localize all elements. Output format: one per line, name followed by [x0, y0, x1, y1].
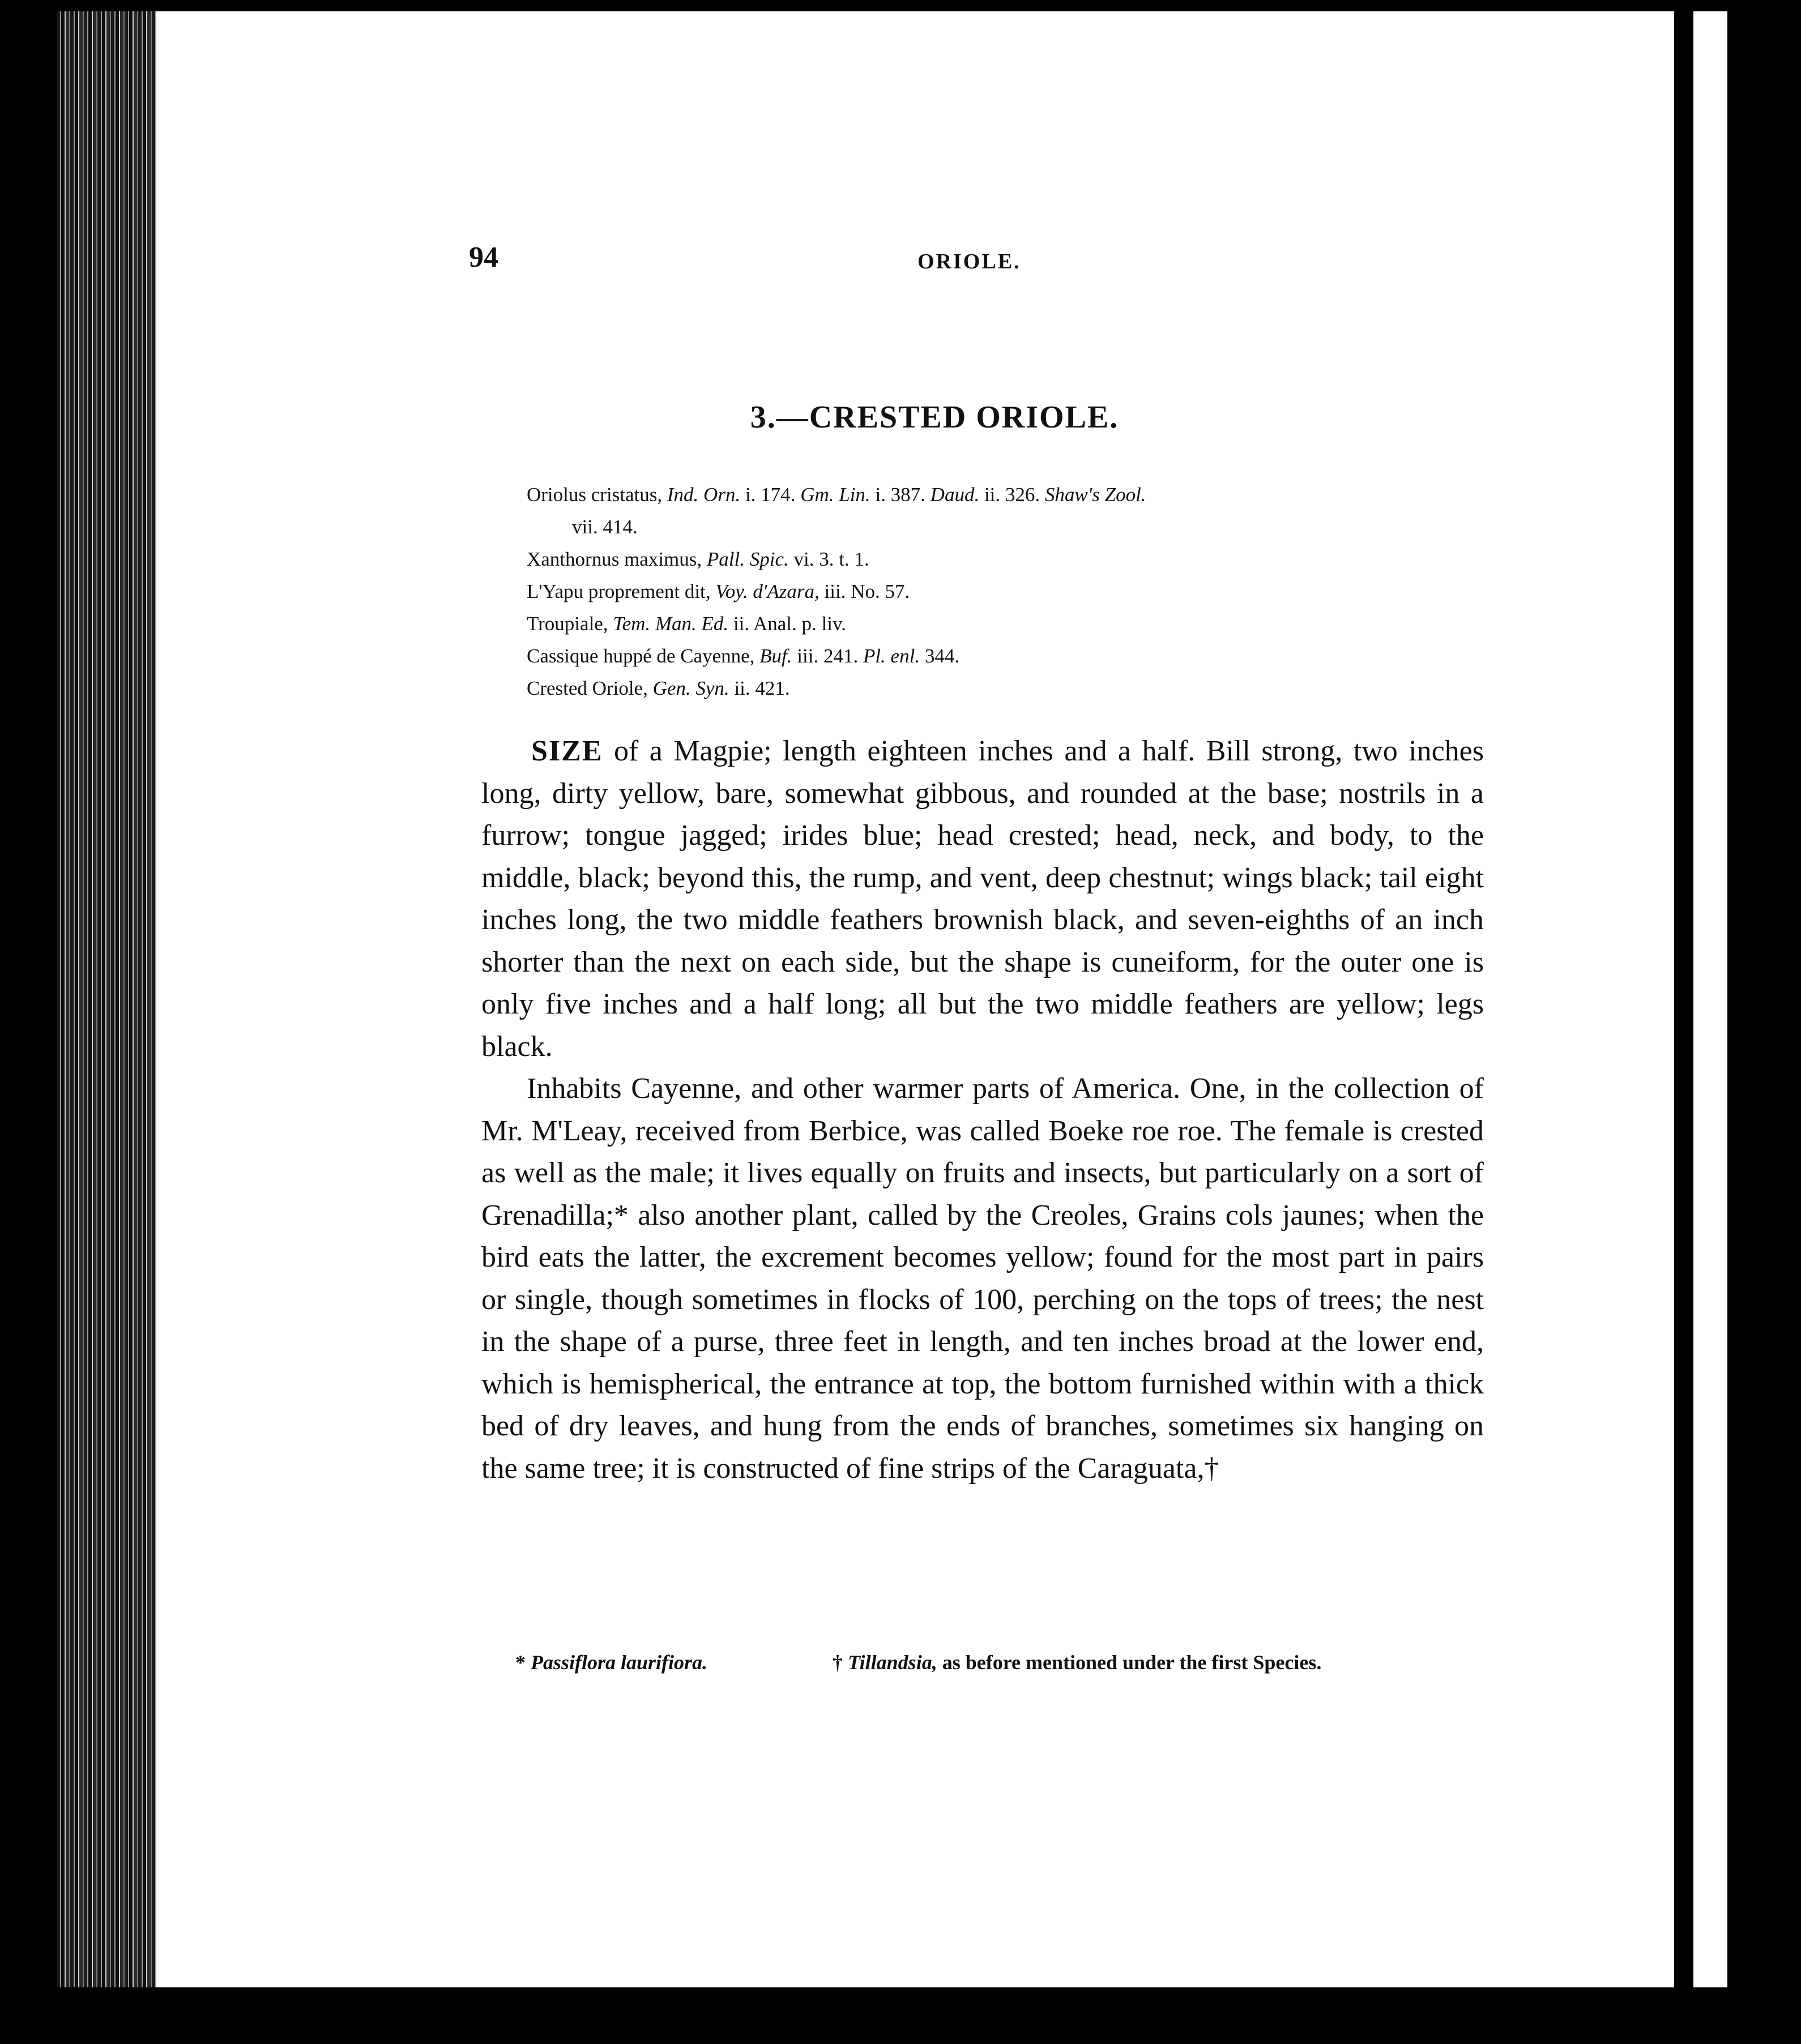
- lead-word: SIZE: [531, 735, 603, 767]
- running-head: ORIOLE.: [917, 250, 1021, 273]
- habitat-paragraph: Inhabits Cayenne, and other warmer parts of America. One, in the collection of Mr. M'Leay, received from Berbice, was called Boeke roe roe. The female is crested as well as the male; it lives equally on fruits and insects, but particularly on a sort of Grenadilla;* also another plant, called by the Creoles, Grains cols jaunes; when the bird eats the latter, the excrement becomes yellow; found for the most part in pairs or single, though sometimes in flocks of 100, perching on the tops of trees; the nest in the shape of a purse, three feet in length, and ten inches broad at the lower end, which is hemispherical, the entrance at top, the bottom furnished within with a thick bed of dry leaves, and hung from the ends of branches, sometimes six hanging on the same tree; it is constructed of fine strips of the Caraguata,†: [481, 1072, 1484, 1485]
- scan-gutter: [1674, 0, 1693, 2044]
- species-title: 3.—CRESTED ORIOLE.: [750, 400, 1119, 435]
- synonymy-line: Xanthornus maximus, Pall. Spic. vi. 3. t. 1.: [527, 548, 869, 570]
- synonymy-line: L'Yapu proprement dit, Voy. d'Azara, iii. No. 57.: [527, 580, 910, 602]
- synonymy-line: Cassique huppé de Cayenne, Buf. iii. 241. Pl. enl. 344.: [527, 645, 960, 667]
- page-number: 94: [469, 241, 498, 273]
- facing-page-edge: [1693, 11, 1727, 1987]
- description-paragraph: SIZE of a Magpie; length eighteen inches and a half. Bill strong, two inches long, dirty yellow, bare, somewhat gibbous, and rounded at the base; nostrils in a furrow; tongue jagged; irides blue; head crested; head, neck, and body, to the middle, black; beyond this, the rump, and vent, deep chestnut; wings black; tail eight inches long, the two middle feathers brownish black, and seven-eighths of an inch shorter than the next on each side, but the shape is cuneiform, for the outer one is only five inches and a half long; all but the two middle feathers are yellow; legs black.: [481, 735, 1484, 1063]
- synonymy-list: [527, 478, 1444, 704]
- synonymy-line: Crested Oriole, Gen. Syn. ii. 421.: [527, 677, 790, 699]
- synonymy-line: Oriolus cristatus, Ind. Orn. i. 174. Gm. Lin. i. 387. Daud. ii. 326. Shaw's Zool.: [527, 484, 1146, 506]
- book-page-edges: [57, 11, 159, 1987]
- synonymy-line: Troupiale, Tem. Man. Ed. ii. Anal. p. liv.: [527, 613, 846, 635]
- footnote-2: † Tillandsia, as before mentioned under the first Species.: [833, 1651, 1322, 1674]
- footnotes: [515, 1650, 1478, 1674]
- scan-top-border: [156, 0, 1674, 11]
- footnote-1: * Passiflora laurifiora.: [515, 1651, 708, 1674]
- synonymy-line: vii. 414.: [572, 516, 638, 538]
- body-text: [481, 730, 1484, 1490]
